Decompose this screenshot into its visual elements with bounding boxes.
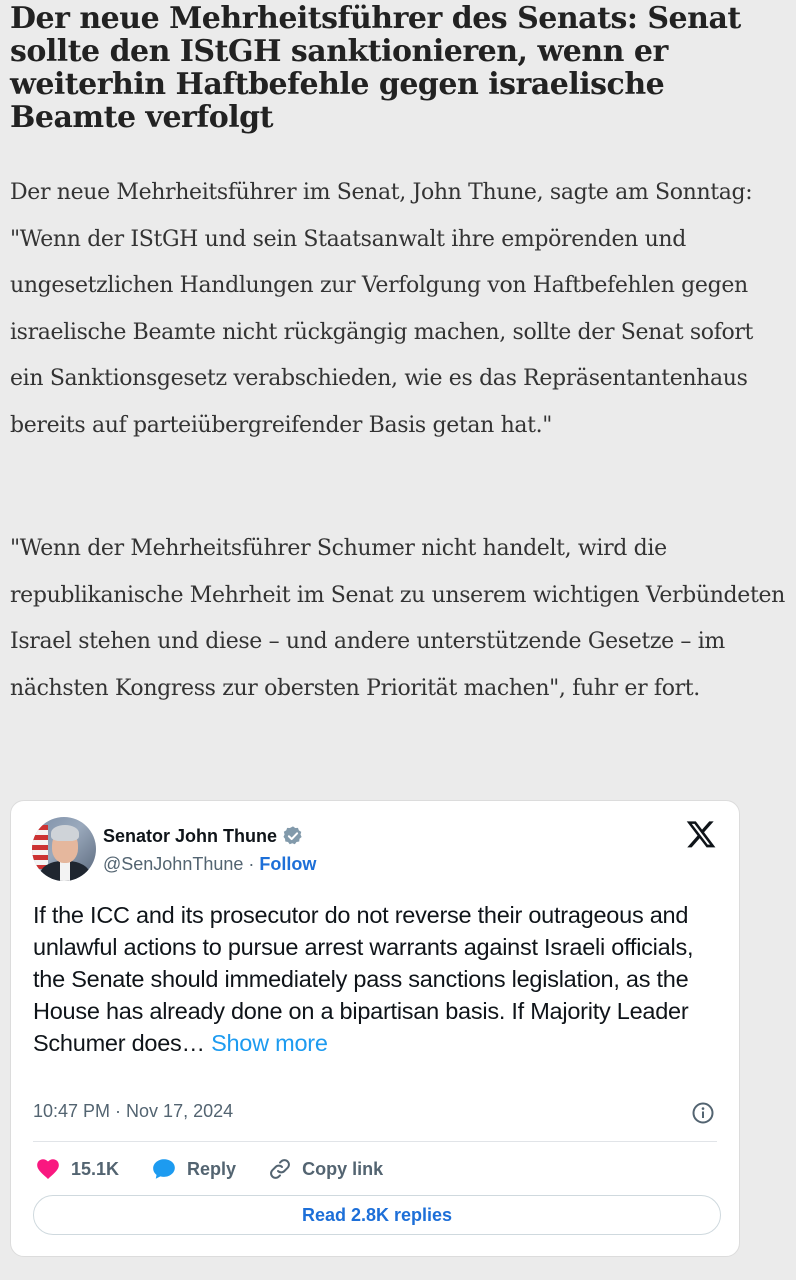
copy-link-label: Copy link — [302, 1158, 384, 1179]
heart-icon — [35, 1156, 61, 1182]
tweet-body: If the ICC and its prosecutor do not reverse their outrageous and unlawful actions to pursue arrest warrants against Israeli officials, the Senate should immediately pass sanctions legislation, as the House has already done on a bipartisan basis. If Majority Leader Schumer does… — [33, 902, 694, 1056]
verified-badge-icon — [282, 825, 304, 847]
avatar[interactable] — [32, 817, 96, 881]
reply-bubble-icon — [151, 1156, 177, 1182]
author-name[interactable]: Senator John Thune — [103, 825, 278, 846]
show-more-link[interactable]: Show more — [211, 1030, 328, 1056]
separator: · — [248, 854, 255, 874]
follow-button[interactable]: Follow — [259, 854, 317, 874]
handle-row — [103, 854, 316, 875]
reply-label: Reply — [187, 1158, 237, 1179]
embedded-tweet[interactable] — [10, 800, 740, 1257]
author-handle[interactable]: @SenJohnThune — [103, 854, 244, 874]
like-count: 15.1K — [71, 1158, 120, 1179]
divider — [33, 1141, 717, 1142]
tweet-text — [33, 899, 723, 1059]
article-paragraph-1: Der neue Mehrheitsführer im Senat, John Thune, sagte am Sonntag: "Wenn der IStGH und sein Staatsanwalt ihre empörenden und ungesetzlichen Handlungen zur Verfolgung von Haftbefehlen gegen israelische Beamte nicht rückgängig machen, sollte der Senat sofort ein Sanktionsgesetz verabschieden, wie es das Repräsentantenhaus bereits auf parteiübergreifender Basis getan hat." — [10, 180, 754, 438]
link-icon — [268, 1157, 292, 1181]
copy-link-button[interactable] — [268, 1157, 383, 1181]
reply-button[interactable] — [151, 1156, 236, 1182]
x-logo-icon[interactable] — [685, 818, 717, 850]
info-icon[interactable] — [691, 1101, 715, 1125]
like-button[interactable] — [35, 1156, 119, 1182]
read-replies-button[interactable]: Read 2.8K replies — [33, 1195, 721, 1235]
tweet-timestamp[interactable]: 10:47 PM · Nov 17, 2024 — [33, 1101, 234, 1121]
tweet-actions — [35, 1156, 415, 1182]
author-name-row[interactable] — [103, 825, 304, 847]
article-headline: Der neue Mehrheitsführer des Senats: Senat sollte den IStGH sanktionieren, wenn er weiterhin Haftbefehle gegen israelische Beamte verfolgt — [10, 1, 741, 135]
article — [10, 0, 790, 701]
article-paragraph-2: "Wenn der Mehrheitsführer Schumer nicht handelt, wird die republikanische Mehrheit im Senat zu unserem wichtigen Verbündeten Israel stehen und diese – und andere unterstützende Gesetze – im nächsten Kongress zur obersten Priorität machen", fuhr er fort. — [10, 536, 785, 701]
